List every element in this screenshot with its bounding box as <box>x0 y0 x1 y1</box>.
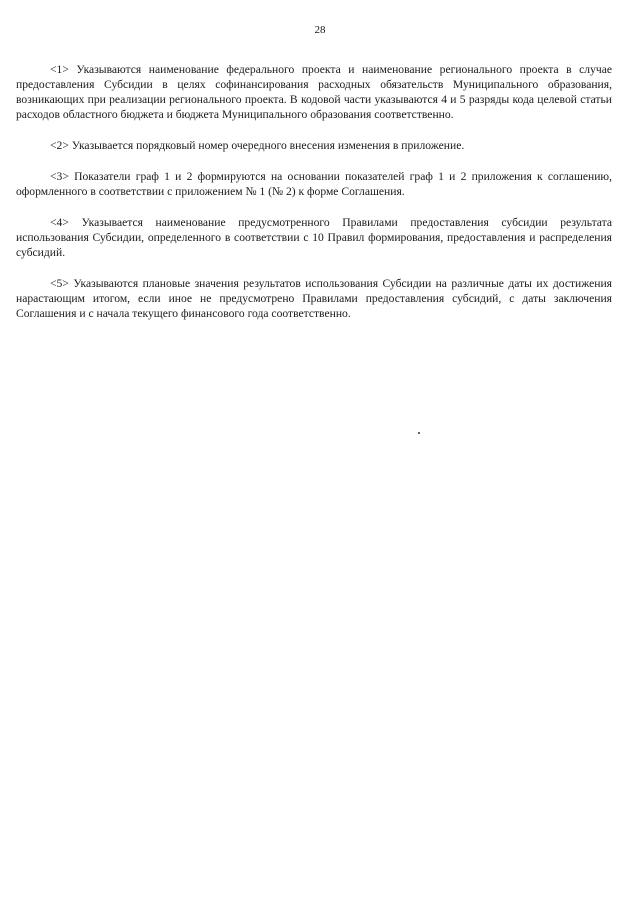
footnote-3: <3> Показатели граф 1 и 2 формируются на основании показателей граф 1 и 2 приложения к соглашению, оформленного в соответствии с приложением № 1 (№ 2) к форме Соглашения. <box>16 170 612 198</box>
footnote-4: <4> Указывается наименование предусмотренного Правилами предоставления субсидии результата использования Субсидии, определенного в соответствии с 10 Правил формирования, предоставления и распределения субсидий. <box>16 216 612 259</box>
footnote-5: <5> Указываются плановые значения результатов использования Субсидии на различные даты их достижения нарастающим итогом, если иное не предусмотрено Правилами предоставления субсидий, с даты заключения Соглашения и с начала текущего финансового года соответственно. <box>16 277 612 320</box>
scan-speck <box>418 432 420 434</box>
footnotes-section <box>16 62 612 337</box>
page-number: 28 <box>314 24 326 36</box>
footnote-2: <2> Указывается порядковый номер очередного внесения изменения в приложение. <box>50 139 465 152</box>
footnote-1: <1> Указываются наименование федерального проекта и наименование регионального проекта в случае предоставления Субсидии в целях софинансирования расходных обязательств Муниципального образования, возникающих при реализации регионального проекта. В кодовой части указываются 4 и 5 разряды кода целевой статьи расходов областного бюджета и бюджета Муниципального образования соответственно. <box>16 63 612 121</box>
